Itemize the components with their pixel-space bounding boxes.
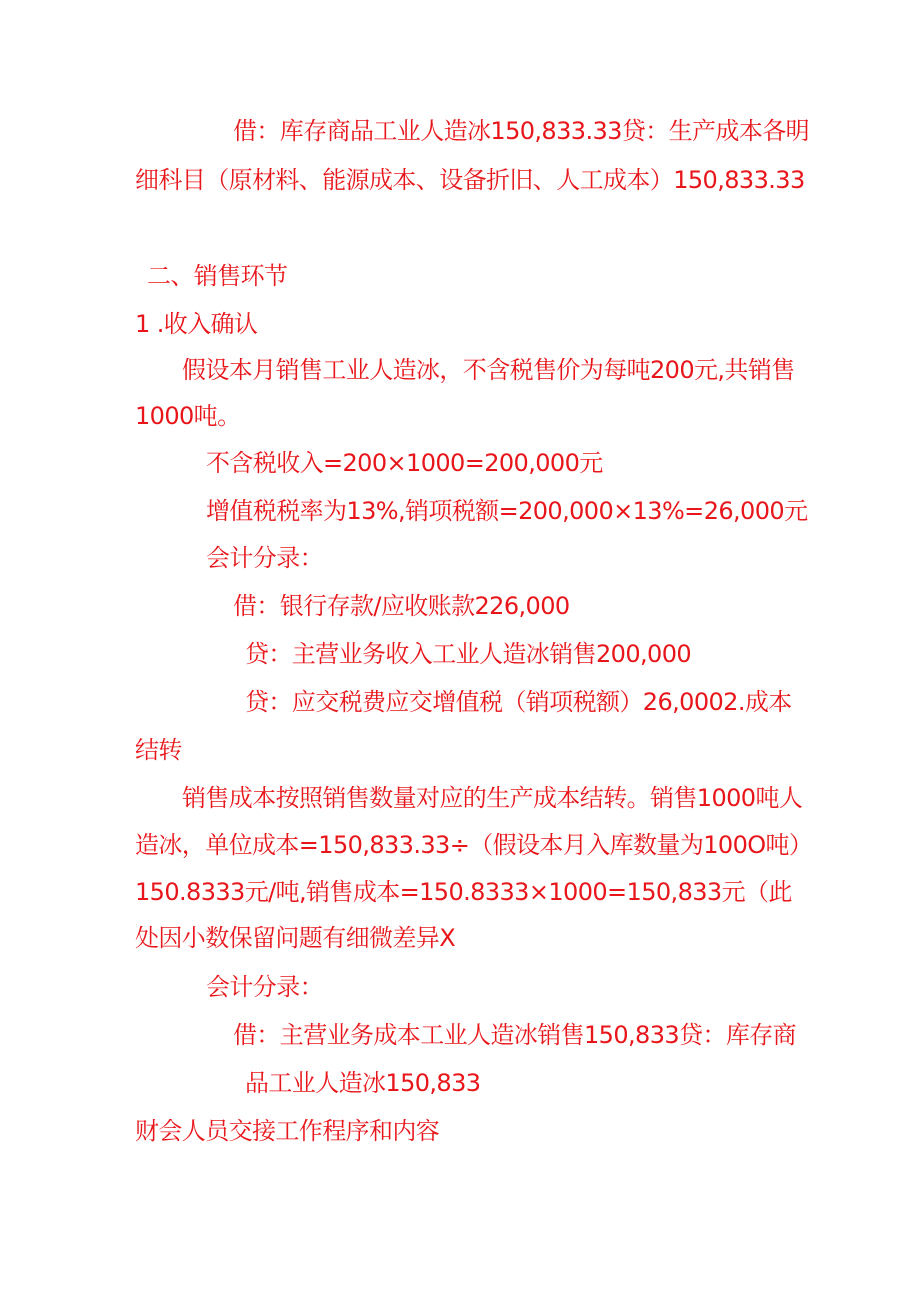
entry-debit-cogs: 借：主营业务成本工业人造冰销售150,833贷：库存商 xyxy=(233,1021,797,1049)
entry-credit-cost-detail: 细科目（原材料、能源成本、设备折旧、人工成本）150,833.33 xyxy=(135,166,805,194)
entry-debit-bank: 借：银行存款/应收账款226,000 xyxy=(233,592,570,620)
footer-heading: 财会人员交接工作程序和内容 xyxy=(135,1117,440,1145)
formula-vat: 增值税税率为13%,销项税额=200,000×13%=26,000元 xyxy=(206,497,808,525)
formula-revenue: 不含税收入=200×1000=200,000元 xyxy=(206,449,603,477)
paragraph-cost-transfer-line3: 150.8333元/吨,销售成本=150.8333×1000=150,833元（此 xyxy=(135,878,792,906)
subsection-cost-transfer-cont: 结转 xyxy=(135,736,182,764)
entry-credit-revenue: 贷：主营业务收入工业人造冰销售200,000 xyxy=(245,640,692,668)
subsection-revenue-recognition: 1 .收入确认 xyxy=(135,310,258,338)
paragraph-cost-transfer: 销售成本按照销售数量对应的生产成本结转。销售1000吨人 xyxy=(182,784,803,812)
paragraph-cost-transfer-line2: 造冰，单位成本=150,833.33÷（假设本月入库数量为100O吨） xyxy=(135,831,813,859)
entry-credit-inventory: 品工业人造冰150,833 xyxy=(245,1069,481,1097)
section-heading-sales: 二、销售环节 xyxy=(147,262,288,290)
paragraph-sales-assumption-cont: 1000吨。 xyxy=(135,402,241,430)
entry-debit-inventory: 借：库存商品工业人造冰150,833.33贷：生产成本各明 xyxy=(233,117,810,145)
label-journal-entry-2: 会计分录： xyxy=(206,973,323,1001)
paragraph-sales-assumption: 假设本月销售工业人造冰，不含税售价为每吨200元,共销售 xyxy=(182,356,795,384)
paragraph-cost-transfer-line4: 处因小数保留问题有细微差异X xyxy=(135,924,456,952)
entry-credit-tax: 贷：应交税费应交增值税（销项税额）26,0002.成本 xyxy=(245,688,792,716)
label-journal-entry: 会计分录： xyxy=(206,544,323,572)
